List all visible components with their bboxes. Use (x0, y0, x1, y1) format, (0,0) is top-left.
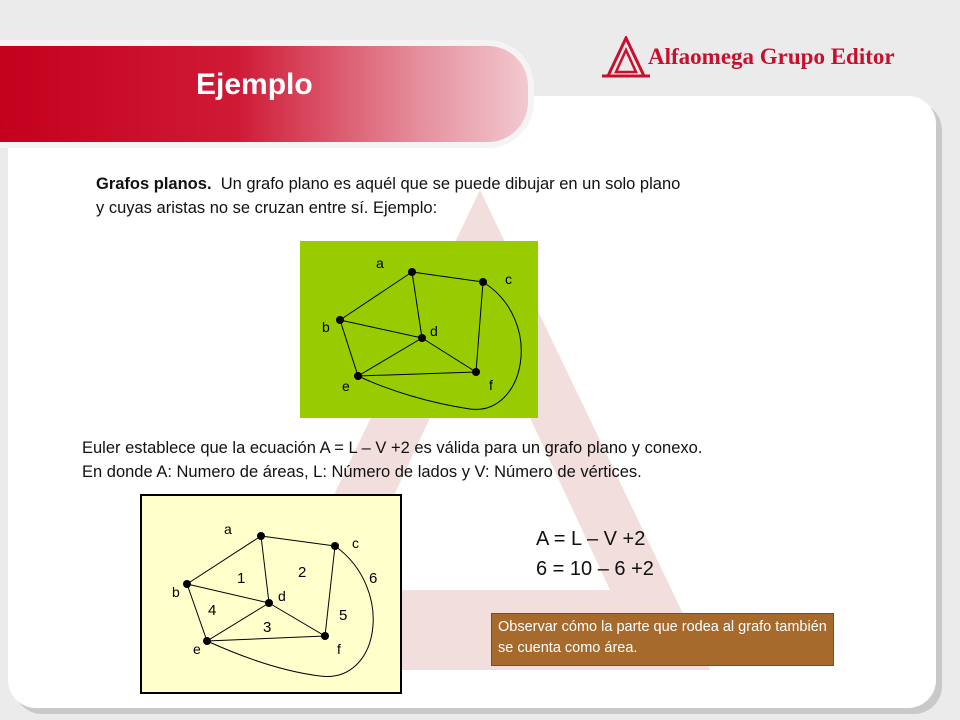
vertex-f (472, 368, 480, 376)
label-e: e (342, 378, 350, 394)
label-d: d (278, 588, 286, 604)
graph1-background (300, 241, 538, 418)
label-c: c (352, 535, 359, 551)
vertex-c (331, 542, 339, 550)
formula-line-1: A = L – V +2 (536, 528, 646, 550)
area-label-6: 6 (369, 570, 378, 587)
vertex-b (183, 580, 191, 588)
area-label-3: 3 (263, 619, 272, 636)
euler-areas-graph (140, 494, 402, 694)
euler-formula (536, 524, 654, 584)
area-label-5: 5 (339, 607, 348, 624)
intro-line-1: Un grafo plano es aquél que se puede dibujar en un solo plano (220, 175, 681, 193)
vertex-e (203, 637, 211, 645)
label-a: a (376, 255, 384, 271)
intro-paragraph (96, 172, 876, 220)
intro-bold-term: Grafos planos. (96, 175, 212, 193)
vertex-f (321, 632, 329, 640)
vertex-e (354, 372, 362, 380)
vertex-a (408, 268, 416, 276)
planar-graph-example (300, 241, 538, 418)
label-b: b (322, 319, 330, 335)
vertex-c (479, 278, 487, 286)
euler-line-1: Euler establece que la ecuación A = L – V +2 es válida para un grafo plano y conexo. (82, 439, 703, 457)
label-a: a (224, 521, 232, 537)
euler-paragraph (82, 436, 942, 484)
area-label-4: 4 (208, 602, 217, 619)
vertex-d (265, 599, 273, 607)
area-label-2: 2 (298, 564, 307, 581)
graph2-background (141, 495, 401, 693)
formula-line-2: 6 = 10 – 6 +2 (536, 558, 654, 580)
euler-line-2: En donde A: Numero de áreas, L: Número de lados y V: Número de vértices. (82, 463, 642, 481)
label-f: f (337, 641, 341, 657)
vertex-d (418, 334, 426, 342)
label-b: b (172, 584, 180, 600)
page-title: Ejemplo (196, 68, 313, 101)
label-d: d (430, 323, 438, 339)
label-f: f (489, 377, 493, 393)
brand-name: Alfaomega Grupo Editor (648, 44, 895, 69)
note-box: Observar cómo la parte que rodea al grafo también se cuenta como área. (491, 613, 834, 666)
vertex-a (257, 532, 265, 540)
intro-line-2: y cuyas aristas no se cruzan entre sí. Ejemplo: (96, 199, 438, 217)
label-c: c (505, 271, 512, 287)
label-e: e (193, 641, 201, 657)
area-label-1: 1 (237, 570, 246, 587)
vertex-b (336, 316, 344, 324)
